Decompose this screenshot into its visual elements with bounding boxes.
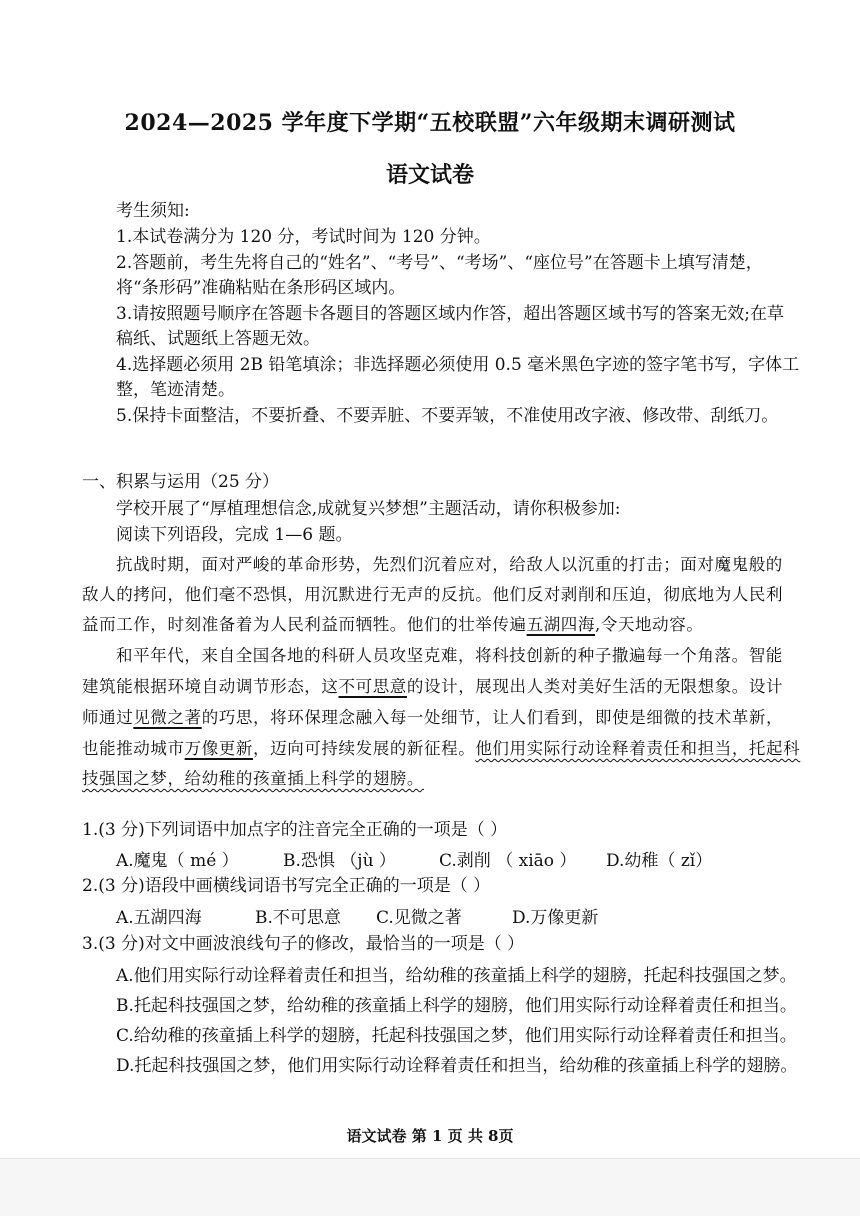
passage-line: 敌人的拷问，他们毫不恐惧，用沉默进行无声的反抗。他们反对剥削和压迫，彻底地为人民利 — [82, 585, 784, 604]
notice-heading: 考生须知: — [116, 201, 190, 221]
passage-text: 的设计，展现出人类对美好生活的无限想象。设计 — [406, 677, 784, 696]
passage-line — [82, 737, 800, 761]
underlined-word: 万像更新 — [184, 739, 254, 758]
question-option: C.剥削 （ xiāo ） — [439, 851, 577, 871]
passage-line — [82, 613, 703, 637]
scan-bottom-margin — [0, 1158, 860, 1216]
notice-line: 稿纸、试题纸上答题无效。 — [116, 329, 320, 349]
passage-line: 抗战时期，面对严峻的革命形势，先烈们沉着应对，给敌人以沉重的打击；面对魔鬼般的 — [116, 555, 783, 574]
underlined-word: 见微之著 — [133, 708, 202, 727]
passage-text: ,令天地动容。 — [595, 615, 704, 634]
question-stem: 1.(3 分)下列词语中加点字的注音完全正确的一项是（ ） — [82, 820, 508, 840]
section-intro: 阅读下列语段，完成 1—6 题。 — [116, 525, 353, 545]
passage-text: 的巧思，将环保理念融入每一处细节，让人们看到，即使是细微的技术革新， — [201, 708, 784, 727]
passage-text: 建筑能根据环境自动调节形态，这 — [82, 677, 339, 696]
passage-line: 和平年代，来自全国各地的科研人员攻坚克难，将科技创新的种子撒遍每一个角落。智能 — [116, 646, 783, 665]
underlined-word: 五湖四海 — [526, 615, 596, 634]
passage-line — [82, 767, 424, 791]
section-heading: 一、积累与运用（25 分） — [82, 472, 280, 492]
question-option: D.幼稚（ zǐ） — [606, 851, 713, 871]
question-option: D.托起科技强国之梦，他们用实际行动诠释着责任和担当，给幼稚的孩童插上科学的翅膀。 — [116, 1056, 798, 1076]
question-option: B.托起科技强国之梦，给幼稚的孩童插上科学的翅膀，他们用实际行动诠释着责任和担当。 — [116, 996, 797, 1016]
notice-line: 整，笔迹清楚。 — [116, 380, 235, 400]
passage-text: 益而工作，时刻准备着为人民利益而牺牲。他们的壮举传遍 — [82, 615, 527, 634]
page-footer: 语文试卷 第 1 页 共 8页 — [346, 1127, 514, 1145]
exam-subtitle: 语文试卷 — [385, 162, 474, 188]
question-option: D.万像更新 — [512, 908, 599, 928]
notice-line: 3.请按照题号顺序在答题卡各题目的答题区域内作答，超出答题区域书写的答案无效;在草 — [116, 304, 784, 324]
passage-line — [82, 675, 783, 699]
question-option: C.见微之著 — [376, 908, 462, 928]
question-stem: 2.(3 分)语段中画横线词语书写完全正确的一项是（ ） — [82, 876, 491, 896]
notice-line: 1.本试卷满分为 120 分，考试时间为 120 分钟。 — [116, 227, 491, 247]
notice-line: 5.保持卡面整洁，不要折叠、不要弄脏、不要弄皱，不准使用改字液、修改带、刮纸刀。 — [116, 406, 779, 426]
passage-text: 师通过 — [82, 708, 134, 727]
notice-line: 4.选择题必须用 2B 铅笔填涂；非选择题必须使用 0.5 毫米黑色字迹的签字笔书写，字体工 — [116, 355, 800, 375]
question-stem: 3.(3 分)对文中画波浪线句子的修改，最恰当的一项是（ ） — [82, 934, 525, 954]
section-intro: 学校开展了“厚植理想信念,成就复兴梦想”主题活动，请你积极参加: — [116, 499, 621, 519]
question-option: A.他们用实际行动诠释着责任和担当，给幼稚的孩童插上科学的翅膀，托起科技强国之梦。 — [116, 966, 797, 986]
notice-line: 将“条形码”准确粘贴在条形码区域内。 — [116, 278, 406, 298]
question-option: A.魔鬼（ mé ） — [116, 851, 239, 871]
question-option: C.给幼稚的孩童插上科学的翅膀，托起科技强国之梦，他们用实际行动诠释着责任和担当。 — [116, 1026, 797, 1046]
question-option: B.恐惧 （jù ） — [283, 851, 396, 871]
passage-line — [82, 706, 783, 730]
question-option: A.五湖四海 — [116, 908, 202, 928]
underlined-word: 不可思意 — [338, 677, 407, 696]
wavy-underlined-sentence: 技强国之梦，给幼稚的孩童插上科学的翅膀。 — [82, 769, 424, 788]
question-option: B.不可思意 — [255, 908, 341, 928]
wavy-underlined-sentence: 他们用实际行动诠释着责任和担当，托起科 — [475, 739, 801, 758]
passage-text: 也能推动城市 — [82, 739, 185, 758]
exam-title: 2024—2025 学年度下学期“五校联盟”六年级期末调研测试 — [124, 110, 736, 136]
passage-text: ，迈向可持续发展的新征程。 — [253, 739, 476, 758]
notice-line: 2.答题前，考生先将自己的“姓名”、“考号”、“考场”、“座位号”在答题卡上填写清楚， — [116, 253, 763, 273]
